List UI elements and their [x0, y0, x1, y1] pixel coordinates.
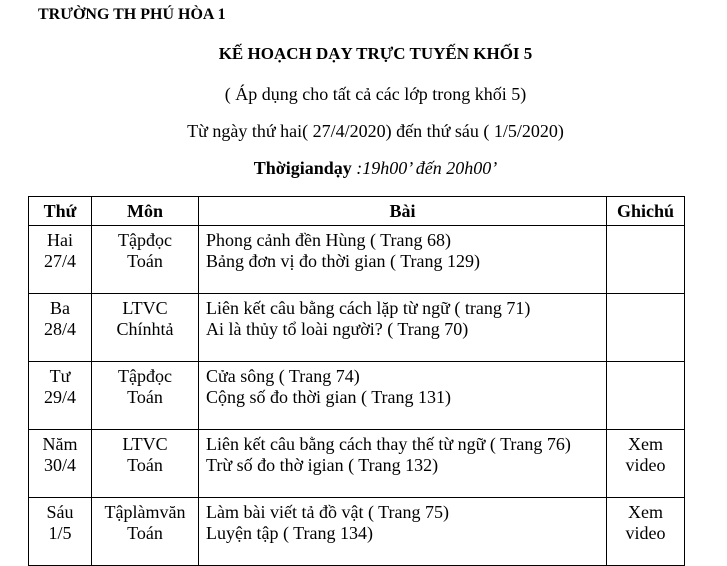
lesson-title: Liên kết câu bằng cách lặp từ ngữ ( trang 71): [206, 298, 531, 318]
lesson-cell: [199, 294, 607, 362]
day-name: Năm: [42, 434, 78, 454]
page-subtitle: ( Áp dụng cho tất cả các lớp trong khối 5): [224, 84, 527, 104]
date-range: Từ ngày thứ hai( 27/4/2020) đến thứ sáu ( 1/5/2020): [187, 121, 564, 141]
day-cell: [29, 226, 92, 294]
subject-cell: [92, 362, 199, 430]
lesson-cell: [199, 498, 607, 566]
table-row: [29, 226, 685, 294]
day-date: 28/4: [43, 319, 76, 339]
lesson-cell: [199, 430, 607, 498]
note-text: Xem: [628, 502, 663, 522]
note-cell: [607, 362, 685, 430]
lesson-title: Cửa sông ( Trang 74): [206, 366, 360, 386]
lesson-cell: [199, 362, 607, 430]
day-date: 29/4: [43, 387, 76, 407]
teaching-time: [12, 158, 727, 179]
subject-cell: [92, 294, 199, 362]
column-header-day: Thứ: [29, 197, 92, 226]
day-cell: [29, 362, 92, 430]
subject-name: Toán: [127, 251, 163, 271]
day-date: 1/5: [48, 523, 72, 543]
note-cell: [607, 430, 685, 498]
table-row: [29, 430, 685, 498]
subject-name: Tậplàmvăn: [104, 502, 186, 522]
lesson-cell: [199, 226, 607, 294]
day-name: Tư: [49, 366, 71, 386]
column-header-note: Ghichú: [607, 197, 685, 226]
lesson-title: Phong cảnh đền Hùng ( Trang 68): [206, 230, 451, 250]
table-header-row: [29, 197, 685, 226]
day-name: Ba: [50, 298, 70, 318]
subject-name: LTVC: [122, 298, 168, 318]
subject-name: Chínhtả: [116, 319, 174, 339]
note-cell: [607, 498, 685, 566]
subject-name: Toán: [127, 387, 163, 407]
lesson-title: Ai là thủy tổ loài người? ( Trang 70): [206, 319, 469, 339]
schedule-table: [28, 196, 685, 566]
lesson-title: Cộng số đo thời gian ( Trang 131): [206, 387, 452, 407]
subject-name: Toán: [127, 523, 163, 543]
lesson-title: Liên kết câu bằng cách thay thế từ ngữ ( Trang 76): [206, 434, 571, 454]
subject-name: Tậpđọc: [118, 366, 172, 386]
day-date: 27/4: [43, 251, 76, 271]
day-name: Hai: [47, 230, 73, 250]
lesson-title: Trừ số đo thờ igian ( Trang 132): [206, 455, 439, 475]
subject-name: Tậpđọc: [118, 230, 172, 250]
day-cell: [29, 294, 92, 362]
day-date: 30/4: [43, 455, 76, 475]
subject-name: Toán: [127, 455, 163, 475]
column-header-subject: Môn: [92, 197, 199, 226]
subject-cell: [92, 226, 199, 294]
note-cell: [607, 226, 685, 294]
school-name: TRƯỜNG TH PHÚ HÒA 1: [38, 6, 226, 23]
note-text: video: [625, 523, 666, 543]
teaching-time-label: Thờigiandạy: [253, 158, 352, 178]
page-title: KẾ HOẠCH DẠY TRỰC TUYẾN KHỐI 5: [218, 44, 533, 63]
note-cell: [607, 294, 685, 362]
subject-cell: [92, 430, 199, 498]
lesson-title: Bảng đơn vị đo thời gian ( Trang 129): [206, 251, 481, 271]
subject-name: LTVC: [122, 434, 168, 454]
note-text: Xem: [628, 434, 663, 454]
table-row: [29, 294, 685, 362]
note-text: video: [625, 455, 666, 475]
column-header-lesson: Bài: [199, 197, 607, 226]
teaching-time-value: :19h00’ đến 20h00’: [356, 158, 498, 178]
day-cell: [29, 430, 92, 498]
lesson-title: Làm bài viết tả đồ vật ( Trang 75): [206, 502, 449, 522]
table-row: [29, 498, 685, 566]
day-name: Sáu: [46, 502, 74, 522]
day-cell: [29, 498, 92, 566]
table-row: [29, 362, 685, 430]
subject-cell: [92, 498, 199, 566]
lesson-title: Luyện tập ( Trang 134): [206, 523, 373, 543]
